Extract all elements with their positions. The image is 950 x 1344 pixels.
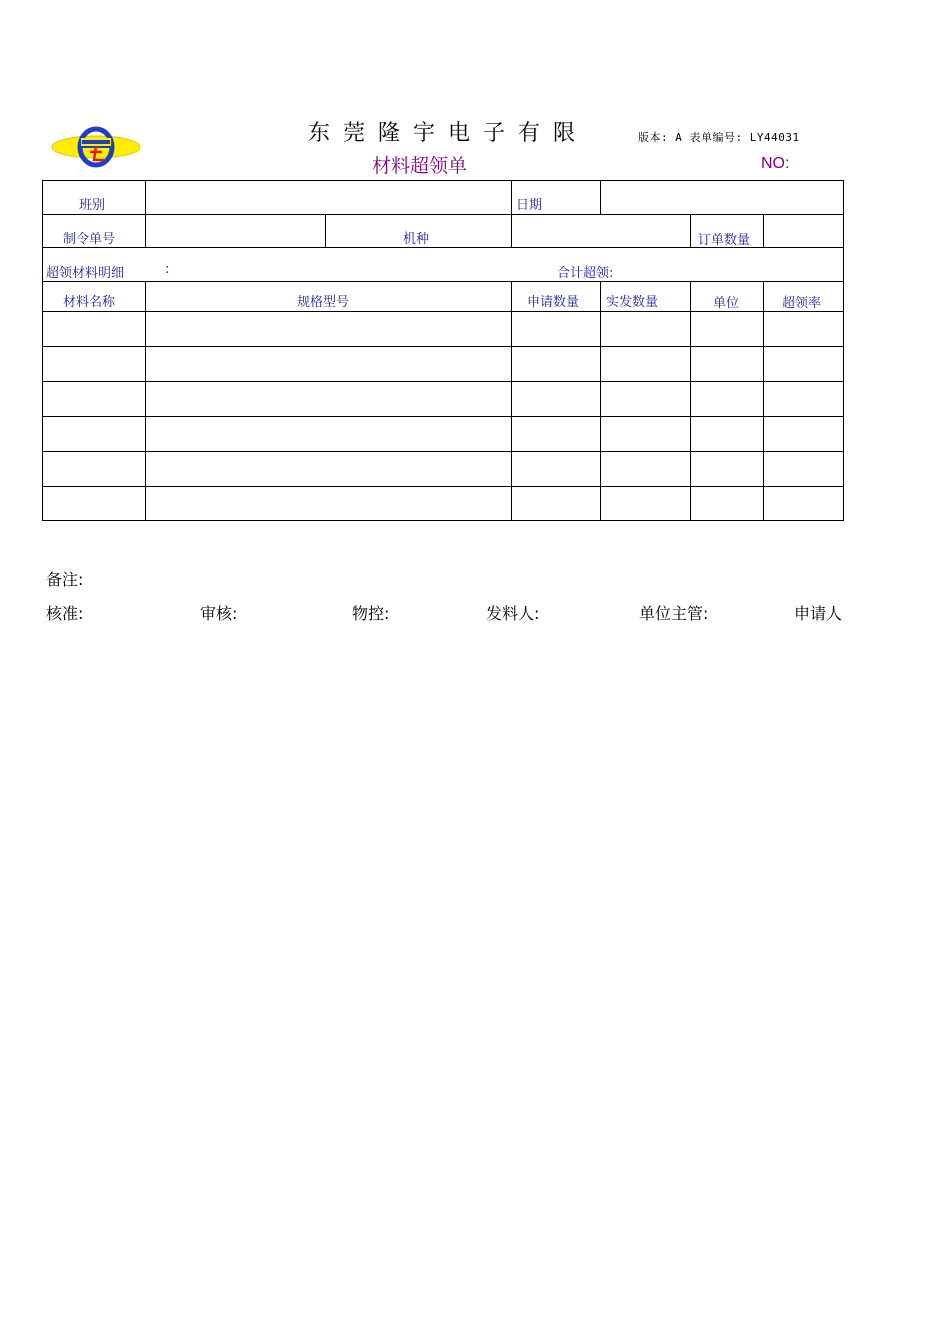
order-quantity-field[interactable] [765,216,842,246]
column-header: 规格型号 [297,295,350,310]
excess-detail-label: 超领材料明细 [46,266,125,281]
requested-qty-cell[interactable] [514,489,598,519]
material-name-cell[interactable] [45,419,143,450]
table-border [843,180,844,521]
order-quantity-label: 订单数量 [698,233,751,248]
excess-rate-cell[interactable] [766,349,841,380]
unit-cell[interactable] [693,349,761,380]
issued-qty-cell[interactable] [603,454,688,485]
requested-qty-cell[interactable] [514,419,598,450]
excess-rate-cell[interactable] [766,454,841,485]
unit-cell[interactable] [693,489,761,519]
unit-cell[interactable] [693,384,761,415]
column-header: 申请数量 [527,295,580,310]
issued-qty-cell[interactable] [603,349,688,380]
total-excess-label: 合计超领: [557,266,614,281]
form-version: 版本: A 表单编号: LY44031 [638,131,800,144]
material-control-label: 物控: [352,604,390,623]
spec-cell[interactable] [148,489,509,519]
spec-cell[interactable] [148,314,509,345]
unit-cell[interactable] [693,314,761,345]
applicant-label: 申请人 [794,604,843,623]
excess-rate-cell[interactable] [766,489,841,519]
table-border [511,281,512,521]
table-border [42,520,844,521]
table-border [690,281,691,521]
requested-qty-cell[interactable] [514,384,598,415]
table-border [42,346,844,347]
column-header: 材料名称 [63,295,116,310]
table-border [511,180,512,214]
company-name: 东莞隆宇电子有限 [308,121,589,146]
date-field[interactable] [602,182,842,213]
issued-qty-cell[interactable] [603,384,688,415]
unit-manager-label: 单位主管: [639,604,709,623]
table-border [145,180,146,214]
review-label: 审核: [200,604,238,623]
approve-label: 核准: [46,604,84,623]
requested-qty-cell[interactable] [514,454,598,485]
column-header: 实发数量 [606,295,659,310]
table-border [42,281,844,282]
material-name-cell[interactable] [45,349,143,380]
model-field[interactable] [513,216,689,246]
requested-qty-cell[interactable] [514,314,598,345]
table-border [690,214,691,247]
model-label: 机种 [403,232,430,247]
table-border [145,214,146,247]
form-title: 材料超领单 [372,155,468,177]
spec-cell[interactable] [148,419,509,450]
column-header: 单位 [713,296,740,311]
issued-qty-cell[interactable] [603,489,688,519]
order-number-field[interactable] [147,216,324,246]
remark-label: 备注: [46,570,84,589]
requested-qty-cell[interactable] [514,349,598,380]
order-number-label: 制令单号 [63,232,116,247]
table-border [145,281,146,521]
spec-cell[interactable] [148,349,509,380]
table-border [42,180,844,181]
table-border [42,381,844,382]
unit-cell[interactable] [693,454,761,485]
material-name-cell[interactable] [45,314,143,345]
shift-label: 班别 [79,198,106,213]
table-border [42,416,844,417]
spec-cell[interactable] [148,384,509,415]
issued-qty-cell[interactable] [603,314,688,345]
table-border [42,214,844,215]
spec-cell[interactable] [148,454,509,485]
material-name-cell[interactable] [45,384,143,415]
table-border [763,281,764,521]
table-border [600,281,601,521]
excess-detail-colon: : [165,262,170,277]
table-border [763,214,764,247]
table-border [325,214,326,247]
column-header: 超领率 [782,296,822,311]
excess-rate-cell[interactable] [766,384,841,415]
unit-cell[interactable] [693,419,761,450]
table-border [42,486,844,487]
table-border [600,180,601,214]
issuer-label: 发料人: [486,604,540,623]
table-border [42,311,844,312]
excess-rate-cell[interactable] [766,314,841,345]
table-border [42,180,43,521]
form-number-label: NO: [761,155,790,172]
issued-qty-cell[interactable] [603,419,688,450]
excess-rate-cell[interactable] [766,419,841,450]
shift-field[interactable] [147,182,510,213]
table-border [511,214,512,247]
material-name-cell[interactable] [45,489,143,519]
material-name-cell[interactable] [45,454,143,485]
date-label: 日期 [516,198,543,213]
table-border [42,451,844,452]
